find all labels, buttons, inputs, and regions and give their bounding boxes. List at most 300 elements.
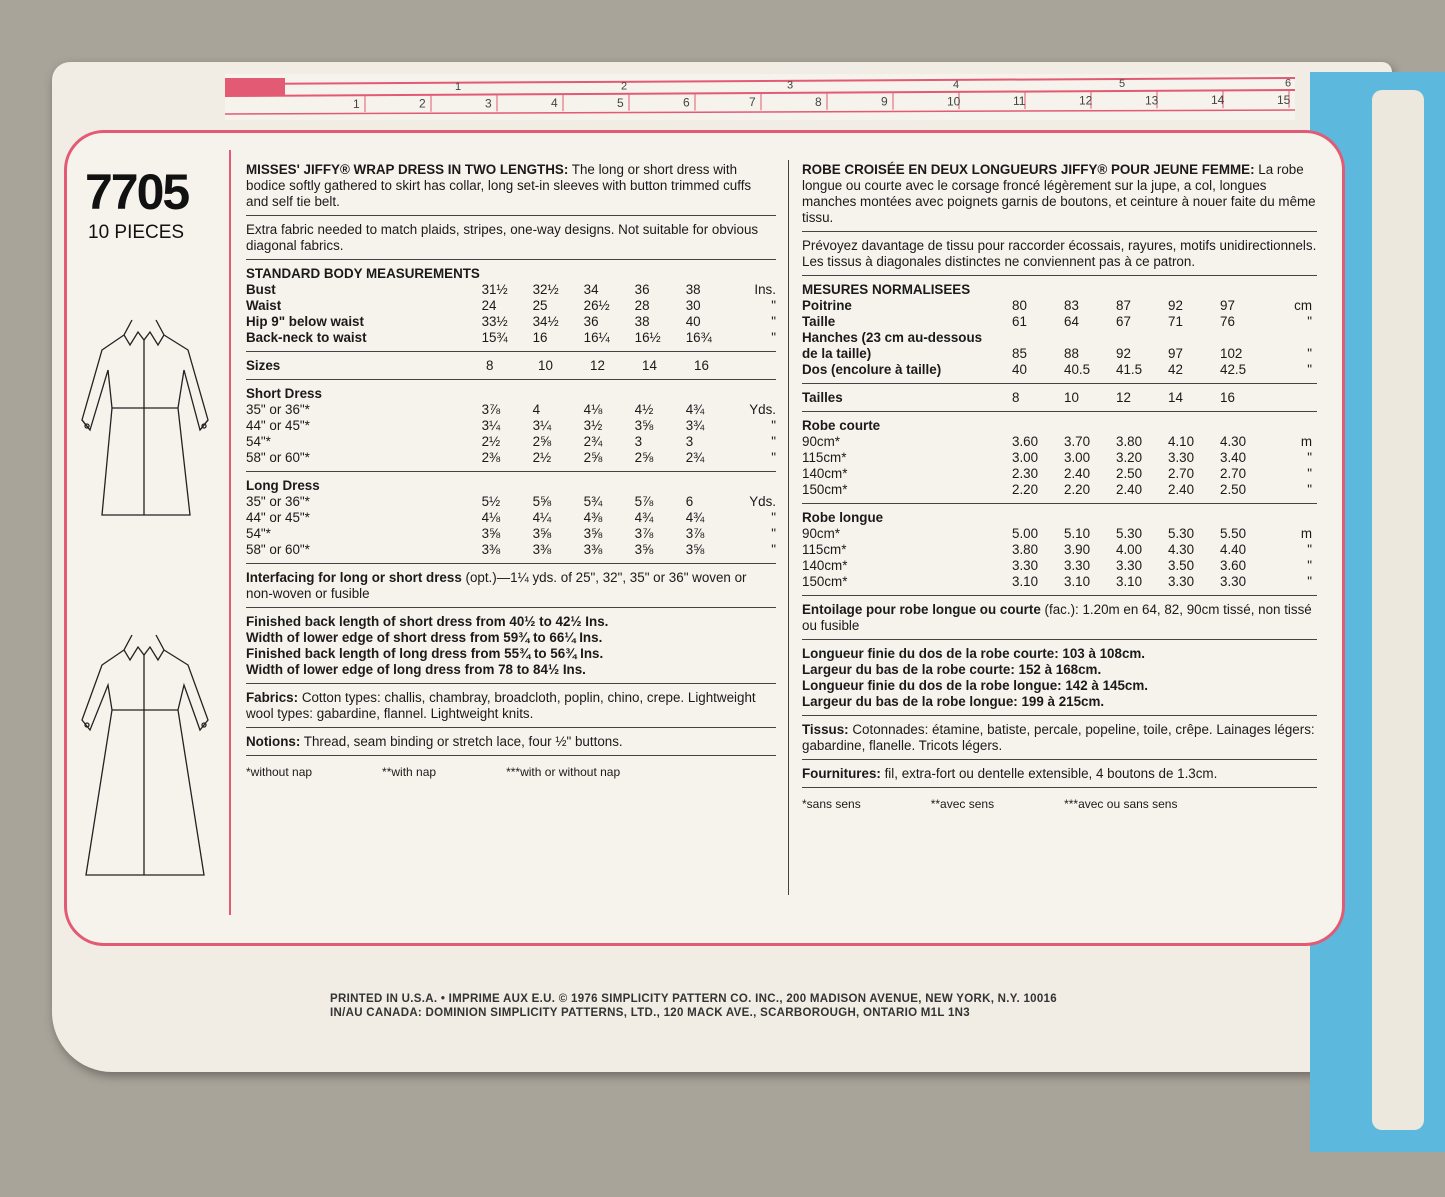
row-value: 16½ (634, 330, 661, 345)
table-row (802, 314, 1317, 330)
finished-line: Largeur du bas de la robe courte: 152 à 168cm. (802, 662, 1102, 677)
measurements-en (246, 266, 776, 352)
finished-measurements-en (246, 614, 776, 684)
row-value: 3.10 (1116, 574, 1143, 589)
row-value: 5.10 (1064, 526, 1091, 541)
long-dress-illustration (72, 625, 222, 885)
finished-line: Longueur finie du dos de la robe courte: 103 à 108cm. (802, 646, 1146, 661)
row-label: 90cm* (802, 434, 840, 449)
row-value: 2.20 (1012, 482, 1039, 497)
row-value: 4.30 (1220, 434, 1247, 449)
row-label: Taille (802, 314, 836, 329)
table-row (246, 330, 776, 346)
row-value: 3.00 (1064, 450, 1091, 465)
interfacing-title-en: Interfacing for long or short dress (246, 570, 462, 585)
row-value: 2.50 (1220, 482, 1247, 497)
row-unit: m (1300, 434, 1312, 449)
row-value: 3.60 (1012, 434, 1039, 449)
interfacing-fr (802, 602, 1317, 640)
row-unit: " (1307, 346, 1312, 361)
finished-line: Largeur du bas de la robe longue: 199 à 215cm. (802, 694, 1105, 709)
row-value: 30 (685, 298, 701, 313)
ruler-cm-label: 12 (1079, 93, 1093, 108)
table-row (802, 574, 1317, 590)
french-column (802, 162, 1317, 823)
table-row (246, 510, 776, 526)
row-value: 3.30 (1012, 558, 1039, 573)
row-value: 3.00 (1012, 450, 1039, 465)
ruler-inch-label: 4 (953, 78, 960, 91)
row-value: 5.30 (1116, 526, 1143, 541)
row-value: 2½ (532, 450, 552, 465)
ruler-inch-label: 5 (1119, 78, 1126, 91)
interfacing-en (246, 570, 776, 608)
row-value: 4¾ (634, 510, 654, 525)
table-row (802, 450, 1317, 466)
row-value: 4⅛ (583, 402, 603, 417)
row-unit: " (1307, 574, 1312, 589)
row-value (1168, 330, 1220, 346)
row-unit: " (1307, 542, 1312, 557)
row-value (1116, 330, 1168, 346)
ruler-inch-label: 1 (455, 81, 462, 93)
row-value: 33½ (481, 314, 508, 329)
row-value: 3.30 (1168, 450, 1195, 465)
row-value: 4¼ (532, 510, 552, 525)
row-value (1220, 330, 1272, 346)
measurements-title-fr: MESURES NORMALISEES (802, 282, 971, 297)
size-value: 8 (486, 358, 494, 373)
row-value: 3.20 (1116, 450, 1143, 465)
row-value: 3⅜ (583, 542, 603, 557)
table-row (246, 298, 776, 314)
row-value: 2½ (481, 434, 501, 449)
row-value: 97 (1168, 346, 1183, 361)
row-unit: " (1307, 558, 1312, 573)
row-value: 3⅝ (634, 418, 654, 433)
row-value: 2⅜ (481, 450, 501, 465)
tape-measure-ruler (225, 74, 1295, 120)
row-label: 140cm* (802, 558, 848, 573)
row-value: 42.5 (1220, 362, 1247, 377)
size-value: 12 (1116, 390, 1131, 405)
size-value: 10 (1064, 390, 1079, 405)
row-value: 5⅞ (634, 494, 654, 509)
nap-notes-en (246, 764, 776, 785)
row-label: 150cm* (802, 574, 848, 589)
row-value: 80 (1012, 298, 1027, 313)
row-value: 3¼ (481, 418, 501, 433)
row-value: 2.70 (1168, 466, 1195, 481)
table-row (802, 558, 1317, 574)
row-value: 71 (1168, 314, 1183, 329)
ruler-logo-icon (225, 78, 285, 96)
table-row (246, 450, 776, 466)
row-unit: Ins. (754, 282, 776, 297)
row-value: 6 (685, 494, 694, 509)
row-unit: " (771, 434, 776, 449)
ruler-cm-label: 13 (1145, 93, 1159, 108)
short-dress-en (246, 386, 776, 472)
column-divider (788, 160, 789, 895)
table-row (246, 402, 776, 418)
row-value: 41.5 (1116, 362, 1143, 377)
row-value: 5⅝ (532, 494, 552, 509)
row-value: 40.5 (1064, 362, 1091, 377)
row-value: 102 (1220, 346, 1243, 361)
row-value: 2.40 (1064, 466, 1091, 481)
row-value: 3¼ (532, 418, 552, 433)
row-value: 24 (481, 298, 497, 313)
ruler-cm-label: 5 (617, 95, 624, 110)
ruler-cm-label: 10 (947, 94, 961, 109)
row-value: 2⅝ (583, 450, 603, 465)
finished-line: Finished back length of short dress from 40½ to 42½ Ins. (246, 614, 609, 629)
row-label: Back-neck to waist (246, 330, 367, 345)
row-value: 5¾ (583, 494, 603, 509)
row-value: 5.30 (1168, 526, 1195, 541)
row-label: Waist (246, 298, 282, 313)
row-value: 3⅞ (685, 526, 705, 541)
fabrics-fr (802, 722, 1317, 760)
table-row (246, 418, 776, 434)
row-label: de la taille) (802, 346, 872, 361)
row-value: 2.30 (1012, 466, 1039, 481)
row-value: 97 (1220, 298, 1235, 313)
row-unit: " (1307, 466, 1312, 481)
nap-note: *without nap (246, 765, 313, 779)
row-label: 58" or 60"* (246, 542, 310, 557)
row-label: 115cm* (802, 450, 847, 465)
row-value: 2¾ (583, 434, 603, 449)
table-row (802, 434, 1317, 450)
description-fr (802, 162, 1317, 232)
row-unit: " (771, 450, 776, 465)
row-unit: Yds. (749, 494, 776, 509)
long-dress-en (246, 478, 776, 564)
row-unit (1272, 330, 1312, 346)
row-unit: " (771, 542, 776, 557)
table-row (802, 346, 1317, 362)
table-row (246, 434, 776, 450)
ruler-cm-label: 1 (353, 97, 360, 111)
row-value: 64 (1064, 314, 1079, 329)
ruler-cm-label: 8 (815, 94, 822, 109)
notions-text-en: Thread, seam binding or stretch lace, four ½" buttons. (300, 734, 623, 749)
table-row (802, 482, 1317, 498)
printer-footer (330, 992, 1057, 1020)
row-value: 4.10 (1168, 434, 1195, 449)
row-value: 4¾ (685, 402, 705, 417)
row-value: 28 (634, 298, 650, 313)
row-unit: " (771, 330, 776, 345)
row-value: 2.40 (1168, 482, 1195, 497)
row-value: 2.40 (1116, 482, 1143, 497)
short-dress-title-fr: Robe courte (802, 418, 881, 433)
row-value: 4.40 (1220, 542, 1247, 557)
row-value: 3.80 (1012, 542, 1039, 557)
ruler-cm-label: 9 (881, 94, 888, 109)
row-value: 4⅜ (583, 510, 603, 525)
row-value: 34½ (532, 314, 559, 329)
row-unit: cm (1294, 298, 1312, 313)
side-flap (1372, 90, 1424, 1130)
row-label: 44" or 45"* (246, 418, 310, 433)
sizes-en (246, 358, 776, 380)
finished-line: Finished back length of long dress from 55¾ to 56¾ Ins. (246, 646, 604, 661)
short-dress-fr (802, 418, 1317, 504)
row-value: 2.50 (1116, 466, 1143, 481)
ruler-cm-label: 2 (419, 96, 426, 111)
row-value: 4 (532, 402, 541, 417)
table-row (802, 526, 1317, 542)
row-value: 5.00 (1012, 526, 1039, 541)
row-value: 36 (634, 282, 650, 297)
row-label: Hip 9" below waist (246, 314, 364, 329)
row-value: 4¾ (685, 510, 705, 525)
nap-notes-fr (802, 796, 1317, 817)
row-value: 42 (1168, 362, 1183, 377)
title-rest-en: The long or short dress with bodice softly gathered to skirt has collar, long set-in sleeves with button trimmed cuffs and self tie belt. (246, 162, 752, 209)
row-value: 67 (1116, 314, 1131, 329)
row-value: 3.90 (1064, 542, 1091, 557)
row-value: 2⅝ (532, 434, 552, 449)
extra-fabric-note-en: Extra fabric needed to match plaids, stripes, one-way designs. Not suitable for obvious diagonal fabrics. (246, 222, 776, 260)
finished-line: Width of lower edge of short dress from 59¾ to 66¼ Ins. (246, 630, 603, 645)
row-unit: " (1307, 362, 1312, 377)
row-label: 58" or 60"* (246, 450, 310, 465)
row-value: 2¾ (685, 450, 705, 465)
nap-note: ***with or without nap (506, 765, 621, 779)
measurements-fr (802, 282, 1317, 384)
row-unit: " (771, 418, 776, 433)
row-value: 16¾ (685, 330, 712, 345)
size-value: 14 (1168, 390, 1183, 405)
table-row (246, 314, 776, 330)
interfacing-title-fr: Entoilage pour robe longue ou courte (802, 602, 1041, 617)
row-value: 2⅝ (634, 450, 654, 465)
row-label: Hanches (23 cm au-dessous (802, 330, 983, 345)
pink-divider (229, 150, 231, 915)
nap-note: **avec sens (930, 797, 995, 811)
row-value: 3⅞ (634, 526, 654, 541)
table-row (246, 526, 776, 542)
table-row (802, 362, 1317, 378)
row-label: 54"* (246, 434, 271, 449)
row-value: 3.40 (1220, 450, 1247, 465)
row-value: 4½ (634, 402, 654, 417)
extra-fabric-note-fr: Prévoyez davantage de tissu pour raccorder écossais, rayures, motifs unidirectionnels. Les tissus à diagonales distinctes ne conviennent pas à ce patron. (802, 238, 1317, 276)
row-unit: " (771, 298, 776, 313)
row-value: 3.10 (1012, 574, 1039, 589)
notions-fr (802, 766, 1317, 788)
row-value: 16¼ (583, 330, 610, 345)
nap-note: ***avec ou sans sens (1064, 797, 1178, 811)
row-label: 35" or 36"* (246, 402, 310, 417)
sizes-label: Sizes (246, 358, 281, 373)
size-value: 14 (642, 358, 657, 373)
row-value: 40 (685, 314, 701, 329)
table-row (246, 282, 776, 298)
row-value: 3 (685, 434, 694, 449)
row-unit: " (1307, 450, 1312, 465)
nap-note: *sans sens (802, 797, 861, 811)
title-fr: ROBE CROISÉE EN DEUX LONGUEURS JIFFY® POUR JEUNE FEMME: (802, 162, 1255, 177)
row-value: 26½ (583, 298, 610, 313)
ruler-inch-label: 2 (621, 80, 628, 93)
ruler-cm-label: 7 (749, 95, 756, 110)
row-label: 115cm* (802, 542, 847, 557)
row-label: 140cm* (802, 466, 848, 481)
row-value: 3.10 (1064, 574, 1091, 589)
row-value: 3.30 (1220, 574, 1247, 589)
row-label: 35" or 36"* (246, 494, 310, 509)
row-value: 32½ (532, 282, 559, 297)
table-row (246, 542, 776, 558)
ruler-inch-label: 6 (1285, 77, 1292, 90)
ruler-cm-label: 6 (683, 95, 690, 110)
notions-title-en: Notions: (246, 734, 301, 749)
row-unit: m (1300, 526, 1312, 541)
title-en: MISSES' JIFFY® WRAP DRESS IN TWO LENGTHS: (246, 162, 569, 177)
description-en (246, 162, 776, 216)
size-value: 8 (1012, 390, 1020, 405)
row-value: 15¾ (481, 330, 508, 345)
row-unit: " (1307, 314, 1312, 329)
table-row (802, 542, 1317, 558)
row-value: 38 (634, 314, 650, 329)
row-value: 4.30 (1168, 542, 1195, 557)
fabrics-text-en: Cotton types: challis, chambray, broadcloth, poplin, chino, crepe. Lightweight wool types: gabardine, flannel. Lightweight knits. (246, 690, 756, 721)
row-value: 40 (1012, 362, 1027, 377)
row-value: 38 (685, 282, 701, 297)
row-value: 3⅝ (583, 526, 603, 541)
row-value: 2.70 (1220, 466, 1247, 481)
row-value (1064, 330, 1116, 346)
row-unit: " (771, 526, 776, 541)
long-dress-title-fr: Robe longue (802, 510, 884, 525)
ruler-cm-label: 3 (485, 96, 492, 111)
row-value: 83 (1064, 298, 1079, 313)
row-value: 4⅛ (481, 510, 501, 525)
row-value: 25 (532, 298, 548, 313)
table-row (802, 298, 1317, 314)
row-value: 87 (1116, 298, 1131, 313)
row-value: 3⅝ (532, 526, 552, 541)
row-value: 3.30 (1064, 558, 1091, 573)
row-value: 31½ (481, 282, 508, 297)
finished-line: Longueur finie du dos de la robe longue: 142 à 145cm. (802, 678, 1148, 693)
row-value: 92 (1168, 298, 1183, 313)
interfacing-text-en: (opt.)—1¼ yds. of 25", 32", 35" or 36" woven or non-woven or fusible (246, 570, 747, 601)
row-value: 3⅝ (685, 542, 705, 557)
long-dress-title-en: Long Dress (246, 478, 320, 493)
row-value: 34 (583, 282, 599, 297)
row-value: 3.60 (1220, 558, 1247, 573)
row-value: 16 (532, 330, 548, 345)
ruler-cm-label: 4 (551, 96, 558, 111)
row-label: 44" or 45"* (246, 510, 310, 525)
row-value: 85 (1012, 346, 1027, 361)
sizes-fr (802, 390, 1317, 412)
ruler-cm-label: 14 (1211, 93, 1225, 108)
size-value: 12 (590, 358, 605, 373)
nap-note: **with nap (382, 765, 437, 779)
fabrics-title-en: Fabrics: (246, 690, 299, 705)
row-value: 3⅝ (481, 526, 501, 541)
sizes-label: Tailles (802, 390, 843, 405)
title-rest-fr: La robe longue ou courte avec le corsage froncé légèrement sur la jupe, a col, longues manches montées avec poignets garnis de boutons, et ceinture à nouer faite du même tissu. (802, 162, 1316, 225)
row-value: 88 (1064, 346, 1079, 361)
row-unit: " (771, 510, 776, 525)
table-row (802, 330, 1317, 346)
table-row (802, 466, 1317, 482)
row-value: 3½ (583, 418, 603, 433)
row-value: 3 (634, 434, 643, 449)
ruler-cm-label: 15 (1277, 92, 1291, 107)
interfacing-text-fr: (fac.): 1.20m en 64, 82, 90cm tissé, non tissé ou fusible (802, 602, 1312, 633)
row-label: Dos (encolure à taille) (802, 362, 942, 377)
size-value: 16 (1220, 390, 1235, 405)
row-value: 3.80 (1116, 434, 1143, 449)
finished-line: Width of lower edge of long dress from 78 to 84½ Ins. (246, 662, 586, 677)
notions-text-fr: fil, extra-fort ou dentelle extensible, 4 boutons de 1.3cm. (880, 766, 1218, 781)
row-value: 3⅞ (481, 402, 501, 417)
row-value: 76 (1220, 314, 1235, 329)
row-value: 5½ (481, 494, 501, 509)
row-value: 3⅝ (634, 542, 654, 557)
fabrics-text-fr: Cotonnades: étamine, batiste, percale, popeline, toile, crêpe. Lainages légers: gabardine, flanelle. Tricots légers. (802, 722, 1315, 753)
ruler-inch-label: 3 (787, 79, 794, 92)
row-value: 61 (1012, 314, 1027, 329)
row-unit: " (1307, 482, 1312, 497)
fabrics-en (246, 690, 776, 728)
row-value: 4.00 (1116, 542, 1143, 557)
row-value: 3.30 (1116, 558, 1143, 573)
table-row (246, 494, 776, 510)
short-dress-title-en: Short Dress (246, 386, 322, 401)
row-value: 36 (583, 314, 599, 329)
row-label: Bust (246, 282, 276, 297)
footer-line-2: IN/AU CANADA: DOMINION SIMPLICITY PATTERNS, LTD., 120 MACK AVE., SCARBOROUGH, ONTARIO M1L 1N3 (330, 1007, 970, 1019)
row-unit: " (771, 314, 776, 329)
row-value (1012, 330, 1064, 346)
row-value: 3.70 (1064, 434, 1091, 449)
row-unit: Yds. (749, 402, 776, 417)
row-label: 54"* (246, 526, 271, 541)
row-label: 90cm* (802, 526, 840, 541)
fabrics-title-fr: Tissus: (802, 722, 849, 737)
ruler-cm-label: 11 (1013, 94, 1026, 108)
row-value: 5.50 (1220, 526, 1247, 541)
row-value: 92 (1116, 346, 1131, 361)
size-value: 16 (694, 358, 709, 373)
finished-measurements-fr (802, 646, 1317, 716)
row-value: 3.50 (1168, 558, 1195, 573)
short-dress-illustration (72, 300, 222, 530)
measurements-title-en: STANDARD BODY MEASUREMENTS (246, 266, 480, 281)
row-label: 150cm* (802, 482, 848, 497)
notions-title-fr: Fournitures: (802, 766, 881, 781)
row-label: Poitrine (802, 298, 852, 313)
row-value: 3.30 (1168, 574, 1195, 589)
long-dress-fr (802, 510, 1317, 596)
size-value: 10 (538, 358, 553, 373)
footer-line-1: PRINTED IN U.S.A. • IMPRIME AUX E.U. © 1976 SIMPLICITY PATTERN CO. INC., 200 MADISON AVENUE, NEW YORK, N.Y. 10016 (330, 993, 1057, 1005)
notions-en (246, 734, 776, 756)
pattern-number: 7705 (85, 164, 189, 220)
row-value: 3¾ (685, 418, 705, 433)
